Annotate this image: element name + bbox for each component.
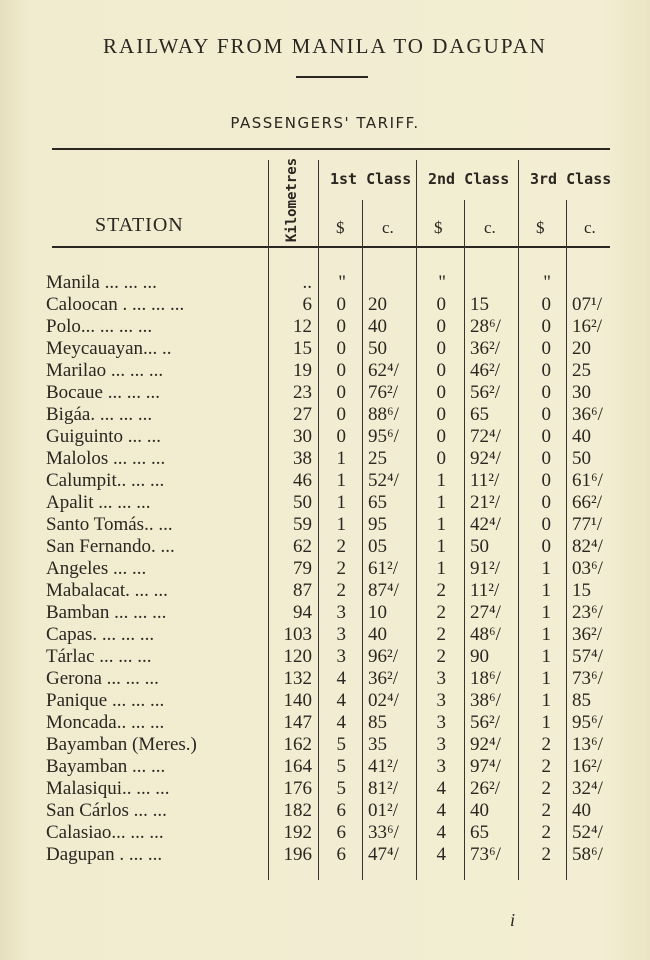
class1-cents: 65 <box>368 492 387 513</box>
class1-dollars: 1 <box>336 514 346 535</box>
kilometres-value: 50 <box>293 492 312 513</box>
kilometres-value: 6 <box>302 294 312 315</box>
header-class2-cents: c. <box>484 218 496 237</box>
class1-dollars: 4 <box>336 690 346 711</box>
class3-dollars: 2 <box>541 734 551 755</box>
class1-dollars: 4 <box>336 712 346 733</box>
class1-dollars: 2 <box>336 558 346 579</box>
class1-dollars: 3 <box>336 624 346 645</box>
station-name: Angeles ... ... <box>46 558 147 579</box>
class3-cents: 85 <box>572 690 591 711</box>
class2-dollars: 2 <box>436 646 446 667</box>
class2-cents: 15 <box>470 294 489 315</box>
class1-dollars: 6 <box>336 822 346 843</box>
class3-dollars: 1 <box>541 558 551 579</box>
class2-cents: 21²/ <box>470 492 500 513</box>
station-name: Calasiao... ... ... <box>46 822 164 843</box>
class2-cents: 73⁶/ <box>470 844 501 865</box>
kilometres-value: 196 <box>283 844 312 865</box>
class2-cents: 42⁴/ <box>470 514 501 535</box>
kilometres-value: 182 <box>283 800 312 821</box>
class2-dollars: 1 <box>436 558 446 579</box>
table-row <box>0 536 650 558</box>
class1-cents: 62⁴/ <box>368 360 399 381</box>
station-name: Malasiqui.. ... ... <box>46 778 170 799</box>
class2-dollars: 3 <box>436 690 446 711</box>
class3-cents: 82⁴/ <box>572 536 603 557</box>
class2-cents: 65 <box>470 404 489 425</box>
station-name: Moncada.. ... ... <box>46 712 165 733</box>
class3-dollars: 2 <box>541 756 551 777</box>
class2-dollars: 3 <box>436 734 446 755</box>
station-name: Calumpit.. ... ... <box>46 470 165 491</box>
kilometres-value: 140 <box>283 690 312 711</box>
class2-dollars: 4 <box>436 778 446 799</box>
header-class2: 2nd Class <box>428 170 510 188</box>
class1-dollars: 2 <box>336 580 346 601</box>
table-row <box>0 778 650 800</box>
kilometres-value: 12 <box>293 316 312 337</box>
class3-dollars: 1 <box>541 690 551 711</box>
title-rule <box>296 76 368 78</box>
class1-dollars: 6 <box>336 800 346 821</box>
class3-dollars: 0 <box>541 448 551 469</box>
class3-dollars: 2 <box>541 778 551 799</box>
class1-dollars: 1 <box>336 492 346 513</box>
class2-cents: 91²/ <box>470 558 500 579</box>
class3-dollars: 1 <box>541 668 551 689</box>
station-name: Santo Tomás.. ... <box>46 514 173 535</box>
table-row <box>0 294 650 316</box>
class2-cents: 56²/ <box>470 382 500 403</box>
table-row <box>0 492 650 514</box>
kilometres-value: 30 <box>293 426 312 447</box>
station-name: San Cárlos ... ... <box>46 800 167 821</box>
class3-dollars: 0 <box>541 360 551 381</box>
class2-dollars: 0 <box>436 294 446 315</box>
class1-cents: 41²/ <box>368 756 398 777</box>
station-name: Capas. ... ... ... <box>46 624 155 645</box>
kilometres-value: 15 <box>293 338 312 359</box>
table-row <box>0 272 650 294</box>
class1-cents: 52⁴/ <box>368 470 399 491</box>
class2-dollars: 0 <box>436 360 446 381</box>
table-row <box>0 690 650 712</box>
class3-cents: 30 <box>572 382 591 403</box>
class1-dollars: 5 <box>336 734 346 755</box>
class1-cents: 85 <box>368 712 387 733</box>
class1-dollars: 0 <box>336 316 346 337</box>
class1-cents: 95 <box>368 514 387 535</box>
class3-dollars: 0 <box>541 514 551 535</box>
class2-cents: 48⁶/ <box>470 624 501 645</box>
table-row <box>0 844 650 866</box>
table-row <box>0 580 650 602</box>
station-name: Apalit ... ... ... <box>46 492 151 513</box>
station-name: Tárlac ... ... ... <box>46 646 152 667</box>
table-row <box>0 734 650 756</box>
class1-cents: 61²/ <box>368 558 398 579</box>
kilometres-value: 162 <box>283 734 312 755</box>
table-row <box>0 712 650 734</box>
station-name: Bamban ... ... ... <box>46 602 167 623</box>
class2-cents: 11²/ <box>470 580 500 601</box>
kilometres-value: 62 <box>293 536 312 557</box>
class1-cents: 05 <box>368 536 387 557</box>
table-row <box>0 382 650 404</box>
class3-cents: 16²/ <box>572 316 602 337</box>
class1-dollars: 1 <box>336 470 346 491</box>
class3-cents: 61⁶/ <box>572 470 603 491</box>
class1-dollars: 5 <box>336 756 346 777</box>
class3-dollars: 2 <box>541 844 551 865</box>
class1-cents: 87⁴/ <box>368 580 399 601</box>
class1-cents: 10 <box>368 602 387 623</box>
header-class1: 1st Class <box>330 170 412 188</box>
class1-cents: 88⁶/ <box>368 404 399 425</box>
header-kilometres: Kilometres <box>284 157 300 243</box>
class3-dollars: 1 <box>541 580 551 601</box>
station-name: Caloocan . ... ... ... <box>46 294 185 315</box>
table-row <box>0 668 650 690</box>
class1-cents: 96²/ <box>368 646 398 667</box>
class3-cents: 15 <box>572 580 591 601</box>
class3-cents: 50 <box>572 448 591 469</box>
class2-dollars: 4 <box>436 844 446 865</box>
station-name: Mabalacat. ... ... <box>46 580 168 601</box>
class2-dollars: 0 <box>436 382 446 403</box>
class3-cents: 73⁶/ <box>572 668 603 689</box>
class2-dollars: 0 <box>436 448 446 469</box>
table-row <box>0 624 650 646</box>
class3-cents: 40 <box>572 426 591 447</box>
header-class1-cents: c. <box>382 218 394 237</box>
header-class1-dollar: $ <box>336 218 345 237</box>
kilometres-value: 27 <box>293 404 312 425</box>
header-class3-cents: c. <box>584 218 596 237</box>
class1-dollars: " <box>338 272 346 293</box>
class1-cents: 95⁶/ <box>368 426 399 447</box>
class2-dollars: 1 <box>436 470 446 491</box>
station-name: Panique ... ... ... <box>46 690 165 711</box>
table-row <box>0 448 650 470</box>
class2-cents: 36²/ <box>470 338 500 359</box>
kilometres-value: 147 <box>283 712 312 733</box>
class1-dollars: 3 <box>336 602 346 623</box>
class2-cents: 97⁴/ <box>470 756 501 777</box>
class3-cents: 07¹/ <box>572 294 602 315</box>
class2-cents: 18⁶/ <box>470 668 501 689</box>
header-bottom-rule <box>52 246 610 248</box>
class2-dollars: 1 <box>436 514 446 535</box>
page-title: RAILWAY FROM MANILA TO DAGUPAN <box>103 34 547 58</box>
kilometres-value: 192 <box>283 822 312 843</box>
class3-dollars: 0 <box>541 426 551 447</box>
class1-cents: 33⁶/ <box>368 822 399 843</box>
table-row <box>0 360 650 382</box>
class2-dollars: 4 <box>436 800 446 821</box>
class1-dollars: 2 <box>336 536 346 557</box>
class3-cents: 23⁶/ <box>572 602 603 623</box>
class1-dollars: 0 <box>336 360 346 381</box>
class3-cents: 95⁶/ <box>572 712 603 733</box>
class3-cents: 32⁴/ <box>572 778 603 799</box>
station-name: Marilao ... ... ... <box>46 360 164 381</box>
kilometres-value: .. <box>302 272 312 293</box>
station-name: Malolos ... ... ... <box>46 448 166 469</box>
header-station: STATION <box>95 214 184 236</box>
class2-cents: 50 <box>470 536 489 557</box>
class3-dollars: 1 <box>541 646 551 667</box>
class1-cents: 01²/ <box>368 800 398 821</box>
class2-dollars: 0 <box>436 316 446 337</box>
class2-cents: 26²/ <box>470 778 500 799</box>
class1-dollars: 0 <box>336 338 346 359</box>
class3-dollars: 0 <box>541 294 551 315</box>
class2-cents: 56²/ <box>470 712 500 733</box>
class1-dollars: 4 <box>336 668 346 689</box>
class2-cents: 92⁴/ <box>470 448 501 469</box>
table-row <box>0 558 650 580</box>
station-name: Gerona ... ... ... <box>46 668 159 689</box>
class3-cents: 03⁶/ <box>572 558 603 579</box>
kilometres-value: 94 <box>293 602 312 623</box>
class2-dollars: 2 <box>436 624 446 645</box>
class2-dollars: 1 <box>436 492 446 513</box>
class1-cents: 36²/ <box>368 668 398 689</box>
table-row <box>0 646 650 668</box>
kilometres-value: 103 <box>283 624 312 645</box>
class1-cents: 25 <box>368 448 387 469</box>
class1-dollars: 6 <box>336 844 346 865</box>
station-name: Guiguinto ... ... <box>46 426 162 447</box>
class3-dollars: 0 <box>541 470 551 491</box>
class3-dollars: 0 <box>541 338 551 359</box>
station-name: Bigáa. ... ... ... <box>46 404 153 425</box>
station-name: Bocaue ... ... ... <box>46 382 160 403</box>
class3-dollars: 1 <box>541 624 551 645</box>
table-row <box>0 426 650 448</box>
station-name: Polo... ... ... ... <box>46 316 153 337</box>
class3-cents: 77¹/ <box>572 514 602 535</box>
class3-dollars: 1 <box>541 602 551 623</box>
class3-dollars: 2 <box>541 822 551 843</box>
class2-cents: 40 <box>470 800 489 821</box>
page-mark: i <box>510 910 516 930</box>
class3-cents: 13⁶/ <box>572 734 603 755</box>
class3-dollars: 2 <box>541 800 551 821</box>
class2-dollars: 3 <box>436 712 446 733</box>
class1-cents: 02⁴/ <box>368 690 399 711</box>
class1-dollars: 0 <box>336 426 346 447</box>
station-name: Manila ... ... ... <box>46 272 157 293</box>
class2-cents: 27⁴/ <box>470 602 501 623</box>
class3-cents: 20 <box>572 338 591 359</box>
class1-cents: 20 <box>368 294 387 315</box>
kilometres-value: 19 <box>293 360 312 381</box>
kilometres-value: 176 <box>283 778 312 799</box>
class1-dollars: 0 <box>336 404 346 425</box>
station-name: San Fernando. ... <box>46 536 175 557</box>
station-name: Bayamban (Meres.) <box>46 734 197 755</box>
class1-cents: 35 <box>368 734 387 755</box>
kilometres-value: 23 <box>293 382 312 403</box>
class3-dollars: 0 <box>541 492 551 513</box>
class3-cents: 40 <box>572 800 591 821</box>
header-class3: 3rd Class <box>530 170 612 188</box>
class2-dollars: 3 <box>436 756 446 777</box>
table-row <box>0 514 650 536</box>
header-top-rule <box>52 148 610 150</box>
class2-cents: 28⁶/ <box>470 316 501 337</box>
class2-dollars: " <box>438 272 446 293</box>
class3-cents: 16²/ <box>572 756 602 777</box>
class2-dollars: 4 <box>436 822 446 843</box>
class3-cents: 36⁶/ <box>572 404 603 425</box>
class1-cents: 40 <box>368 624 387 645</box>
class1-cents: 81²/ <box>368 778 398 799</box>
class3-cents: 58⁶/ <box>572 844 603 865</box>
station-name: Meycauayan... .. <box>46 338 172 359</box>
class2-cents: 90 <box>470 646 489 667</box>
table-row <box>0 316 650 338</box>
header-class2-dollar: $ <box>434 218 443 237</box>
class1-dollars: 5 <box>336 778 346 799</box>
header-class3-dollar: $ <box>536 218 545 237</box>
class3-dollars: 0 <box>541 536 551 557</box>
class2-dollars: 0 <box>436 404 446 425</box>
kilometres-value: 132 <box>283 668 312 689</box>
class1-dollars: 3 <box>336 646 346 667</box>
station-name: Bayamban ... ... <box>46 756 166 777</box>
class2-cents: 65 <box>470 822 489 843</box>
table-row <box>0 338 650 360</box>
class1-dollars: 0 <box>336 382 346 403</box>
class1-dollars: 1 <box>336 448 346 469</box>
table-row <box>0 756 650 778</box>
class3-cents: 66²/ <box>572 492 602 513</box>
class2-dollars: 0 <box>436 426 446 447</box>
class3-dollars: 0 <box>541 382 551 403</box>
class2-cents: 46²/ <box>470 360 500 381</box>
class3-cents: 57⁴/ <box>572 646 603 667</box>
kilometres-value: 46 <box>293 470 312 491</box>
class2-cents: 11²/ <box>470 470 500 491</box>
class2-dollars: 2 <box>436 602 446 623</box>
class3-cents: 36²/ <box>572 624 602 645</box>
class3-dollars: 0 <box>541 404 551 425</box>
table-row <box>0 602 650 624</box>
table-subtitle: PASSENGERS' TARIFF. <box>230 114 420 132</box>
table-row <box>0 800 650 822</box>
kilometres-value: 59 <box>293 514 312 535</box>
kilometres-value: 79 <box>293 558 312 579</box>
class1-dollars: 0 <box>336 294 346 315</box>
table-row <box>0 404 650 426</box>
class2-cents: 72⁴/ <box>470 426 501 447</box>
table-row <box>0 822 650 844</box>
class3-cents: 52⁴/ <box>572 822 603 843</box>
class1-cents: 50 <box>368 338 387 359</box>
class2-cents: 38⁶/ <box>470 690 501 711</box>
class1-cents: 47⁴/ <box>368 844 399 865</box>
class2-dollars: 1 <box>436 536 446 557</box>
class2-dollars: 2 <box>436 580 446 601</box>
class2-dollars: 3 <box>436 668 446 689</box>
class2-dollars: 0 <box>436 338 446 359</box>
station-name: Dagupan . ... ... <box>46 844 163 865</box>
kilometres-value: 38 <box>293 448 312 469</box>
class3-dollars: 1 <box>541 712 551 733</box>
table-row <box>0 470 650 492</box>
class2-cents: 92⁴/ <box>470 734 501 755</box>
class3-dollars: " <box>543 272 551 293</box>
kilometres-value: 120 <box>283 646 312 667</box>
class3-cents: 25 <box>572 360 591 381</box>
class1-cents: 40 <box>368 316 387 337</box>
kilometres-value: 87 <box>293 580 312 601</box>
kilometres-value: 164 <box>283 756 312 777</box>
class1-cents: 76²/ <box>368 382 398 403</box>
class3-dollars: 0 <box>541 316 551 337</box>
